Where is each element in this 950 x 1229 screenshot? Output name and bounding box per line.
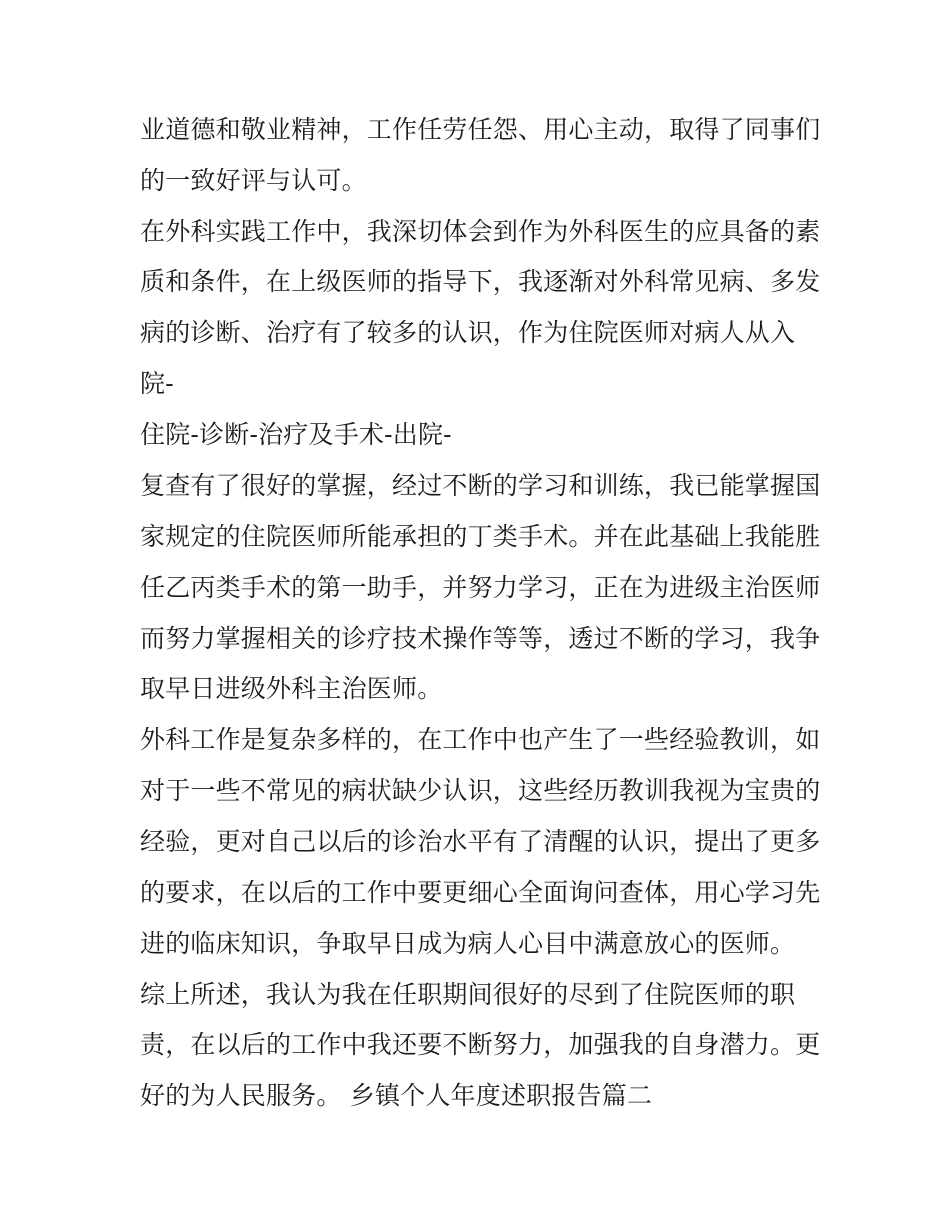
text-line: 在外科实践工作中，我深切体会到作为外科医生的应具备的素 bbox=[140, 217, 821, 246]
text-line: 家规定的住院医师所能承担的丁类手术。并在此基础上我能胜 bbox=[140, 522, 821, 551]
text-line: 病的诊断、治疗有了较多的认识，作为住院医师对病人从入 bbox=[140, 318, 796, 347]
text-line: 进的临床知识，争取早日成为病人心目中满意放心的医师。 bbox=[140, 929, 796, 958]
text-line: 的一致好评与认可。 bbox=[140, 166, 367, 195]
text-line: 而努力掌握相关的诊疗技术操作等等，透过不断的学习，我争 bbox=[140, 624, 821, 653]
text-line: 取早日进级外科主治医师。 bbox=[140, 674, 443, 703]
text-line: 经验，更对自己以后的诊治水平有了清醒的认识，提出了更多 bbox=[140, 827, 821, 856]
text-line: 的要求，在以后的工作中要更细心全面询问查体，用心学习先 bbox=[140, 878, 821, 907]
text-line: 复查有了很好的掌握，经过不断的学习和训练，我已能掌握国 bbox=[140, 471, 821, 500]
text-line: 业道德和敬业精神，工作任劳任怨、用心主动，取得了同事们 bbox=[140, 115, 821, 144]
text-line: 任乙丙类手术的第一助手，并努力学习，正在为进级主治医师 bbox=[140, 573, 821, 602]
text-line: 综上所述，我认为我在任职期间很好的尽到了住院医师的职 bbox=[140, 980, 796, 1009]
text-line: 责，在以后的工作中我还要不断努力，加强我的自身潜力。更 bbox=[140, 1030, 821, 1059]
text-line: 好的为人民服务。 乡镇个人年度述职报告篇二 bbox=[140, 1081, 653, 1110]
text-line: 对于一些不常见的病状缺少认识，这些经历教训我视为宝贵的 bbox=[140, 776, 821, 805]
text-line: 质和条件，在上级医师的指导下，我逐渐对外科常见病、多发 bbox=[140, 267, 821, 296]
text-line: 院- bbox=[140, 369, 174, 398]
text-line: 住院-诊断-治疗及手术-出院- bbox=[140, 420, 452, 449]
text-line: 外科工作是复杂多样的，在工作中也产生了一些经验教训，如 bbox=[140, 725, 821, 754]
